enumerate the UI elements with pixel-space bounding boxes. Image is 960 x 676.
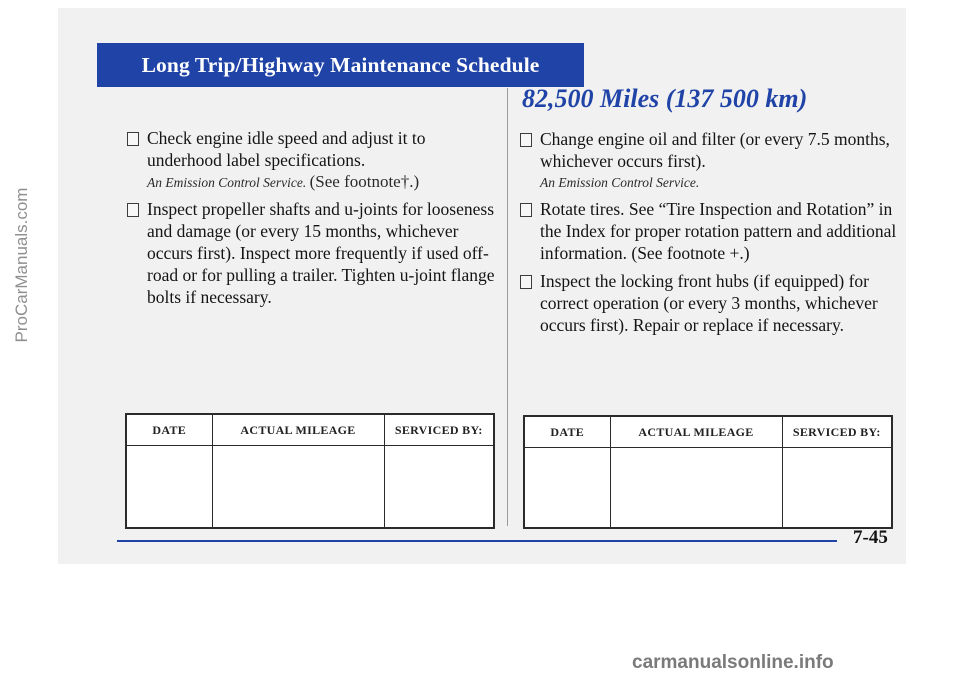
- mileage-cell[interactable]: [212, 446, 384, 529]
- service-record-table: [523, 415, 893, 529]
- checklist-item: [127, 198, 497, 308]
- date-cell[interactable]: [126, 446, 212, 529]
- table-header-row: [524, 416, 892, 448]
- left-column: [127, 127, 497, 308]
- date-cell[interactable]: [524, 448, 610, 529]
- checkbox-icon[interactable]: [127, 203, 139, 217]
- table-row: [524, 448, 892, 529]
- mileage-heading: 82,500 Miles (137 500 km): [522, 84, 808, 113]
- table-header-row: [126, 414, 494, 446]
- serviced-by-cell[interactable]: [782, 448, 892, 529]
- checklist-item: [520, 270, 900, 336]
- item-text: Rotate tires. See “Tire Inspection and Rotation” in the Index for proper rotation pattern and additional information. (See footnote +.): [540, 199, 897, 263]
- table-row: [126, 446, 494, 529]
- checkbox-icon[interactable]: [127, 132, 139, 146]
- item-text: Inspect the locking front hubs (if equipped) for correct operation (or every 3 months, whichever occurs first). Repair or replace if necessary.: [540, 271, 878, 335]
- checkbox-icon[interactable]: [520, 275, 532, 289]
- item-text: Inspect propeller shafts and u-joints for looseness and damage (or every 15 months, whichever occurs first). Inspect more frequently if used off-road or for pulling a trailer. Tighten u-joint flange bolts if necessary.: [147, 199, 495, 307]
- column-header: ACTUAL MILEAGE: [610, 416, 782, 448]
- emission-note: [127, 173, 497, 192]
- note-text: An Emission Control Service.: [540, 175, 700, 190]
- footer-rule: [117, 540, 837, 542]
- item-text: Check engine idle speed and adjust it to underhood label specifications.: [147, 128, 426, 170]
- column-header: DATE: [126, 414, 212, 446]
- column-header: SERVICED BY:: [384, 414, 494, 446]
- right-column: [520, 128, 900, 336]
- checkbox-icon[interactable]: [520, 203, 532, 217]
- checklist-item: [127, 127, 497, 171]
- side-watermark-text: ProCarManuals.com: [12, 187, 31, 343]
- checklist-item: [520, 198, 900, 264]
- column-header: DATE: [524, 416, 610, 448]
- side-watermark: [2, 110, 42, 420]
- emission-note: [520, 174, 900, 192]
- section-banner: [97, 43, 584, 87]
- footnote-ref: (See footnote†.): [309, 172, 420, 191]
- bottom-watermark: carmanualsonline.info: [632, 652, 834, 673]
- column-divider: [507, 88, 508, 526]
- checklist-item: [520, 128, 900, 172]
- checkbox-icon[interactable]: [520, 133, 532, 147]
- mileage-cell[interactable]: [610, 448, 782, 529]
- note-text: An Emission Control Service.: [147, 175, 307, 190]
- page-number: 7-45: [853, 527, 888, 548]
- service-record-table: [125, 413, 495, 529]
- item-text: Change engine oil and filter (or every 7.5 months, whichever occurs first).: [540, 129, 890, 171]
- column-header: SERVICED BY:: [782, 416, 892, 448]
- banner-title: Long Trip/Highway Maintenance Schedule: [141, 53, 540, 77]
- column-header: ACTUAL MILEAGE: [212, 414, 384, 446]
- serviced-by-cell[interactable]: [384, 446, 494, 529]
